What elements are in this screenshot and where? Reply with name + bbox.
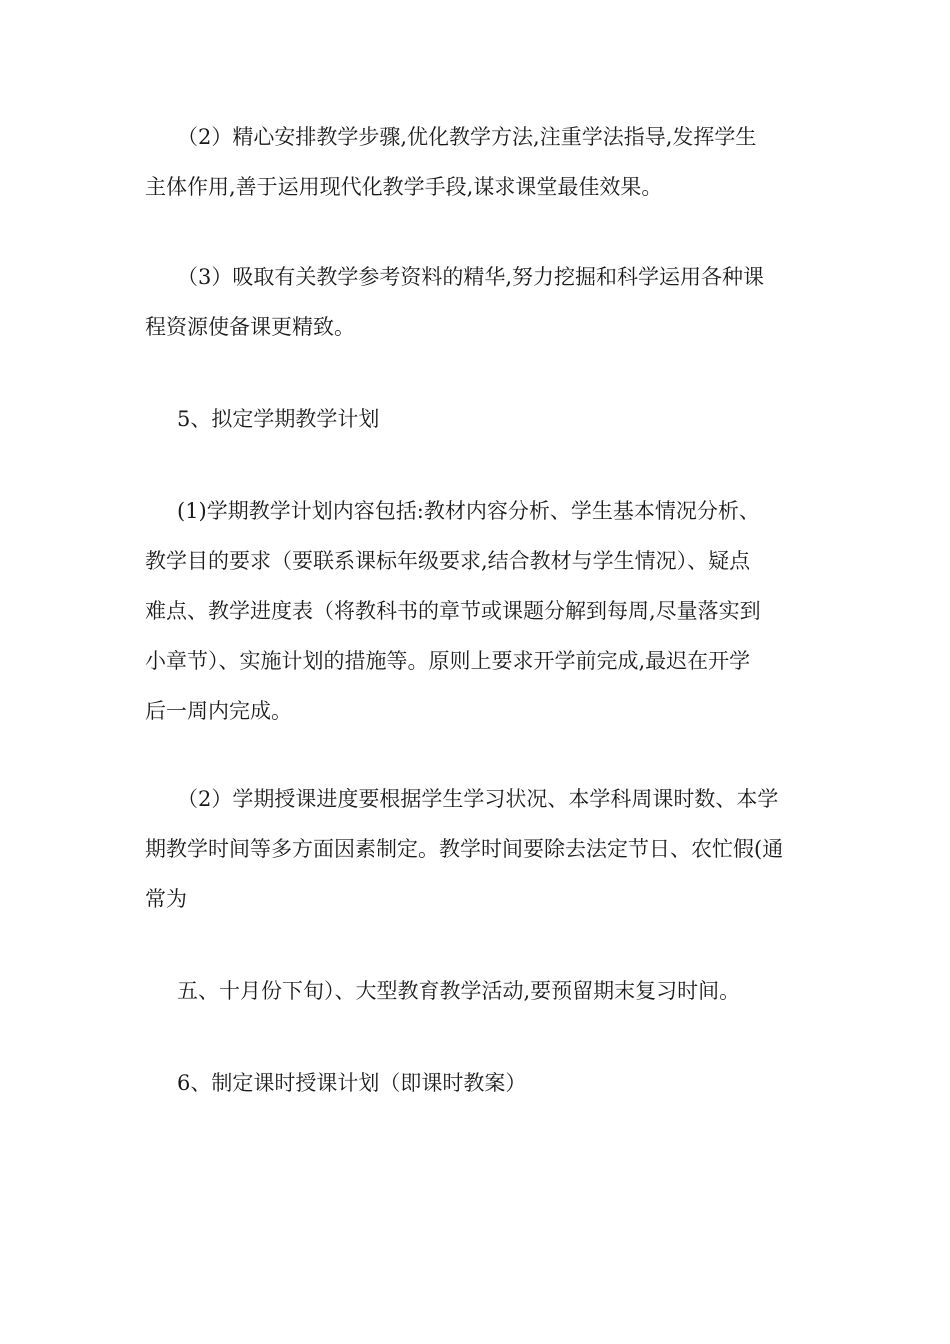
paragraph-teaching-progress <box>145 774 810 924</box>
section-heading-semester-plan <box>145 394 810 444</box>
paragraph-line: 五、十月份下旬）、大型教育教学活动,要预留期末复习时间。 <box>177 979 741 1003</box>
paragraph-reference-materials <box>145 252 810 352</box>
heading-line: 6、制定课时授课计划（即课时教案） <box>177 1071 527 1095</box>
paragraph-line: 小章节）、实施计划的措施等。原则上要求开学前完成,最迟在开学 <box>145 649 751 673</box>
section-heading-lesson-plan <box>145 1058 810 1108</box>
paragraph-line: 常为 <box>145 887 187 911</box>
paragraph-semester-plan-content <box>145 486 810 736</box>
paragraph-line: （2）精心安排教学步骤,优化教学方法,注重学法指导,发挥学生 <box>177 125 757 149</box>
paragraph-line: 教学目的要求（要联系课标年级要求,结合教材与学生情况）、疑点 <box>145 549 751 573</box>
paragraph-teaching-steps <box>145 112 810 212</box>
heading-line: 5、拟定学期教学计划 <box>177 407 380 431</box>
paragraph-line: （3）吸取有关教学参考资料的精华,努力挖掘和科学运用各种课 <box>177 265 765 289</box>
paragraph-line: 期教学时间等多方面因素制定。教学时间要除去法定节日、农忙假(通 <box>145 837 784 861</box>
paragraph-line: 后一周内完成。 <box>145 699 292 723</box>
paragraph-line: 主体作用,善于运用现代化教学手段,谋求课堂最佳效果。 <box>145 175 663 199</box>
paragraph-line: (1)学期教学计划内容包括:教材内容分析、学生基本情况分析、 <box>177 499 760 523</box>
paragraph-october-schedule <box>145 966 810 1016</box>
paragraph-line: 难点、教学进度表（将教科书的章节或课题分解到每周,尽量落实到 <box>145 599 761 623</box>
paragraph-line: 程资源使备课更精致。 <box>145 315 355 339</box>
paragraph-line: （2）学期授课进度要根据学生学习状况、本学科周课时数、本学 <box>177 787 779 811</box>
